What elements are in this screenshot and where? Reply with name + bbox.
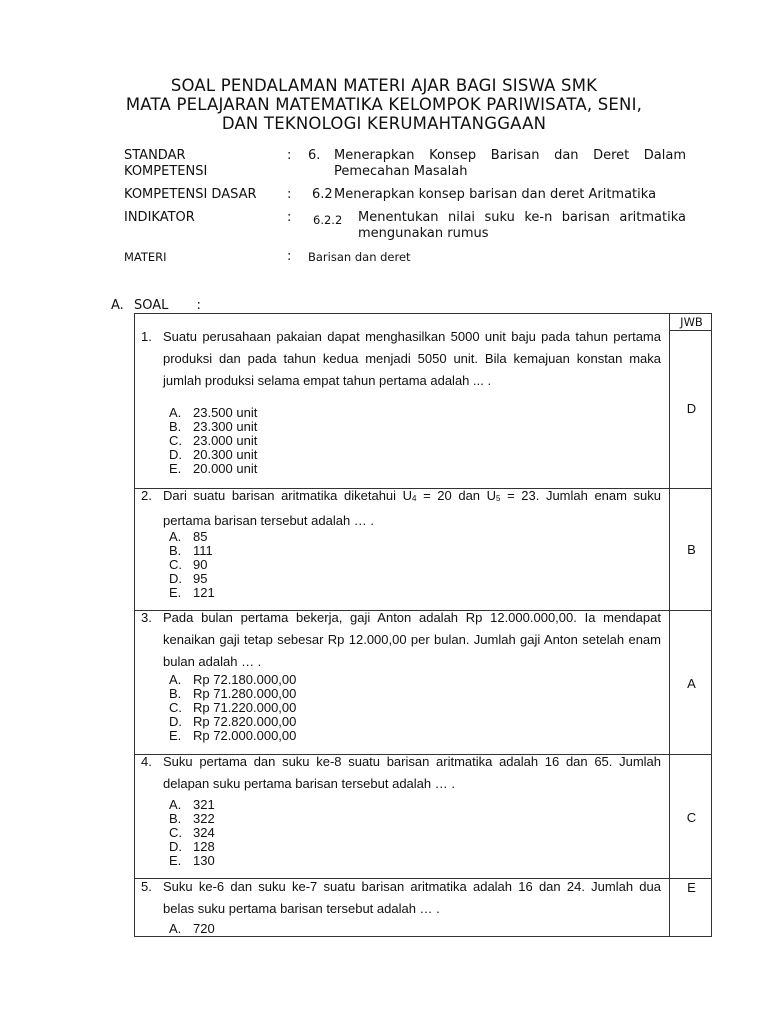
option-b: B. 322 xyxy=(169,811,215,826)
indikator-colon: : xyxy=(287,210,292,225)
question-text: Suatu perusahaan pakaian dapat menghasilkan 5000 unit baju pada tahun pertama produksi dan pada tahun kedua menjadi 5050 unit. Bila kemajuan konstan maka jumlah produksi selama empat tahun pertama adalah ... . xyxy=(163,329,661,388)
question-2 xyxy=(141,485,661,532)
materi-value: Barisan dan deret xyxy=(308,250,411,264)
question-number: 5. xyxy=(141,879,152,894)
section-heading xyxy=(111,298,201,313)
question-number: 3. xyxy=(141,610,152,625)
section-colon: : xyxy=(196,298,201,313)
question-5 xyxy=(141,876,661,920)
standar-kompetensi-text: Menerapkan Konsep Barisan dan Deret Dalam Pemecahan Masalah xyxy=(334,148,686,179)
standar-kompetensi-number: 6. xyxy=(308,148,321,163)
materi-colon: : xyxy=(287,249,292,264)
question-text: Suku ke-6 dan suku ke-7 suatu barisan aritmatika adalah 16 dan 24. Jumlah dua belas suku pertama barisan tersebut adalah … . xyxy=(163,879,661,916)
option-c: C. Rp 71.220.000,00 xyxy=(169,700,297,715)
question-3-options xyxy=(169,673,296,743)
question-3 xyxy=(141,607,661,673)
option-e: E. 130 xyxy=(169,853,215,868)
option-a: A. 23.500 unit xyxy=(169,405,258,420)
question-4-options xyxy=(169,798,215,868)
section-letter: A. xyxy=(111,298,124,313)
standar-kompetensi-colon: : xyxy=(287,148,292,163)
question-text: Pada bulan pertama bekerja, gaji Anton adalah Rp 12.000.000,00. Ia mendapat kenaikan gaji tetap sebesar Rp 12.000,00 per bulan. Jumlah gaji Anton setelah enam bulan adalah … . xyxy=(163,610,661,669)
answer-1: D xyxy=(686,401,697,416)
option-c: C. 324 xyxy=(169,825,215,840)
question-5-options xyxy=(169,922,215,936)
answer-5: E xyxy=(687,880,696,895)
answer-4: C xyxy=(686,810,697,825)
indikator-number: 6.2.2 xyxy=(313,213,343,227)
standar-kompetensi-label-1: STANDAR xyxy=(124,148,186,163)
question-1-options xyxy=(169,406,257,476)
option-d: D. 95 xyxy=(169,571,208,586)
page-title-line-2: MATA PELAJARAN MATEMATIKA KELOMPOK PARIWISATA, SENI, xyxy=(125,95,643,114)
option-a: A. 720 xyxy=(169,921,215,936)
option-d: D. 20.300 unit xyxy=(169,447,258,462)
question-table xyxy=(134,313,712,937)
kompetensi-dasar-number: 6.2 xyxy=(312,187,333,202)
page-title-line-1: SOAL PENDALAMAN MATERI AJAR BAGI SISWA SMK xyxy=(170,76,598,95)
page-title-line-3: DAN TEKNOLOGI KERUMAHTANGGAAN xyxy=(221,114,547,133)
question-4 xyxy=(141,751,661,795)
question-text: Suku pertama dan suku ke-8 suatu barisan aritmatika adalah 16 dan 65. Jumlah delapan suku pertama barisan tersebut adalah … . xyxy=(163,754,661,791)
indikator-label: INDIKATOR xyxy=(124,210,195,225)
option-d: D. Rp 72.820.000,00 xyxy=(169,714,297,729)
kompetensi-dasar-colon: : xyxy=(287,187,292,202)
kompetensi-dasar-text: Menerapkan konsep barisan dan deret Aritmatika xyxy=(334,187,657,202)
jwb-header-divider xyxy=(669,330,711,331)
answer-2: B xyxy=(687,542,696,557)
option-a: A. Rp 72.180.000,00 xyxy=(169,672,297,687)
option-b: B. 23.300 unit xyxy=(169,419,258,434)
option-b: B. 111 xyxy=(169,543,213,558)
option-c: C. 23.000 unit xyxy=(169,433,258,448)
question-2-options xyxy=(169,530,215,600)
option-d: D. 128 xyxy=(169,839,215,854)
materi-label: MATERI xyxy=(124,250,167,264)
standar-kompetensi-label-2: KOMPETENSI xyxy=(124,164,208,179)
option-e: E. 20.000 unit xyxy=(169,461,258,476)
jwb-column-header: JWB xyxy=(680,315,703,329)
kompetensi-dasar-label: KOMPETENSI DASAR xyxy=(124,187,257,202)
option-b: B. Rp 71.280.000,00 xyxy=(169,686,297,701)
question-text: Dari suatu barisan aritmatika diketahui $U_4 = 20$ dan $U_5 = 23$. Jumlah enam suku pertama barisan tersebut adalah … . xyxy=(163,488,662,528)
option-a: A. 321 xyxy=(169,797,215,812)
option-e: E. 121 xyxy=(169,585,215,600)
indikator-text: Menentukan nilai suku ke-n barisan aritmatika mengunakan rumus xyxy=(358,210,686,241)
option-c: C. 90 xyxy=(169,557,208,572)
question-number: 2. xyxy=(141,488,152,503)
section-title: SOAL xyxy=(133,298,169,313)
option-a: A. 85 xyxy=(169,529,208,544)
option-e: E. Rp 72.000.000,00 xyxy=(169,728,297,743)
question-1 xyxy=(141,326,661,392)
question-number: 1. xyxy=(141,329,152,344)
answer-3: A xyxy=(687,676,696,691)
question-number: 4. xyxy=(141,754,152,769)
